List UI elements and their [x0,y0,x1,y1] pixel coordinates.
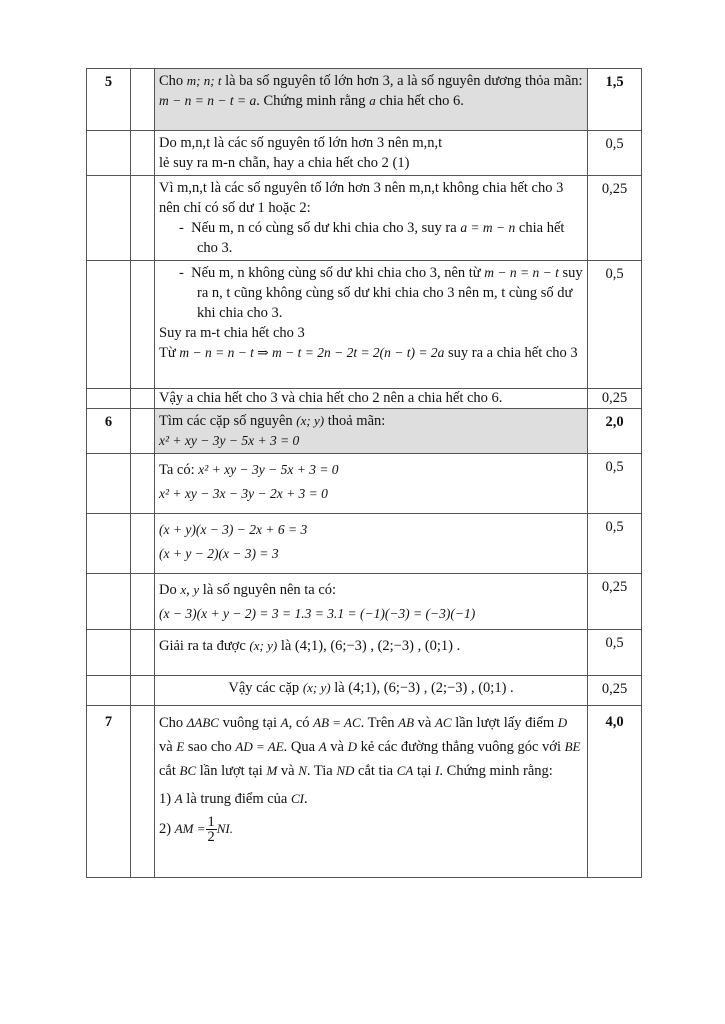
problem-number: 6 [87,409,131,454]
solution-step: Do x, y là số nguyên nên ta có: (x − 3)(x + y − 2) = 3 = 1.3 = 3.1 = (−1)(−3) = (−3)(−1) 0,25 [87,574,642,630]
solution-step: Vậy các cặp (x; y) là (4;1), (6;−3) , (2;−3) , (0;1) . 0,25 [87,676,642,706]
solution-table [86,68,642,878]
step-points: 0,25 [588,176,642,261]
problem-points: 1,5 [588,69,642,131]
fraction-one-half: $\frac{1}{2}$ [207,814,215,845]
step-points: 0,5 [588,514,642,574]
problem-statement: Cho ΔABC vuông tại A, có AB = AC. Trên AB và AC lần lượt lấy điểm D và E sao cho AD = AE. Qua A và D kẻ các đường thẳng vuông góc với BE cắt BC lần lượt tại M và N. Tia ND cắt tia CA tại I. Chứng minh rằng: 1) A là trung điểm của CI. 2) AM = $\frac{1}{2}$ NI. [155,706,588,878]
problem-points: 2,0 [588,409,642,454]
solution-step: (x + y)(x − 3) − 2x + 6 = 3 (x + y − 2)(x − 3) = 3 0,5 [87,514,642,574]
step-points: 0,5 [588,131,642,176]
problem-statement: Tìm các cặp số nguyên (x; y) thoả mãn: x² + xy − 3y − 5x + 3 = 0 [155,409,588,454]
step-points: 0,25 [588,389,642,409]
step-points: 0,25 [588,676,642,706]
step-points: 0,5 [588,261,642,389]
problem-statement: Cho m; n; t là ba số nguyên tố lớn hơn 3, a là số nguyên dương thỏa mãn: m − n = n − t = a. Chứng minh rằng a chia hết cho 6. [155,69,588,131]
solution-step: Do m,n,t là các số nguyên tố lớn hơn 3 nên m,n,t lẻ suy ra m-n chẵn, hay a chia hết cho 2 (1) 0,5 [87,131,642,176]
solution-step: Giải ra ta được (x; y) là (4;1), (6;−3) , (2;−3) , (0;1) . 0,5 [87,630,642,676]
step-points: 0,25 [588,574,642,630]
problem-6-row [87,409,642,454]
problem-7-row [87,706,642,878]
problem-number: 5 [87,69,131,131]
solution-step: Vì m,n,t là các số nguyên tố lớn hơn 3 nên m,n,t không chia hết cho 3 nên chỉ có số dư 1 hoặc 2: - Nếu m, n có cùng số dư khi chia cho 3, suy ra a = m − n chia hết cho 3. 0,25 [87,176,642,261]
problem-points: 4,0 [588,706,642,878]
solution-step: Vậy a chia hết cho 3 và chia hết cho 2 nên a chia hết cho 6. 0,25 [87,389,642,409]
solution-step: - Nếu m, n không cùng số dư khi chia cho 3, nên từ m − n = n − t suy ra n, t cũng không cùng số dư khi chia cho 3 nên m, t cùng số dư khi chia cho 3. Suy ra m-t chia hết cho 3 Từ m − n = n − t ⇒ m − t = 2n − 2t = 2(n − t) = 2a suy ra a chia hết cho 3 0,5 [87,261,642,389]
problem-number: 7 [87,706,131,878]
step-points: 0,5 [588,630,642,676]
step-points: 0,5 [588,454,642,514]
solution-step: Ta có: x² + xy − 3y − 5x + 3 = 0 x² + xy − 3x − 3y − 2x + 3 = 0 0,5 [87,454,642,514]
problem-5-row [87,69,642,131]
